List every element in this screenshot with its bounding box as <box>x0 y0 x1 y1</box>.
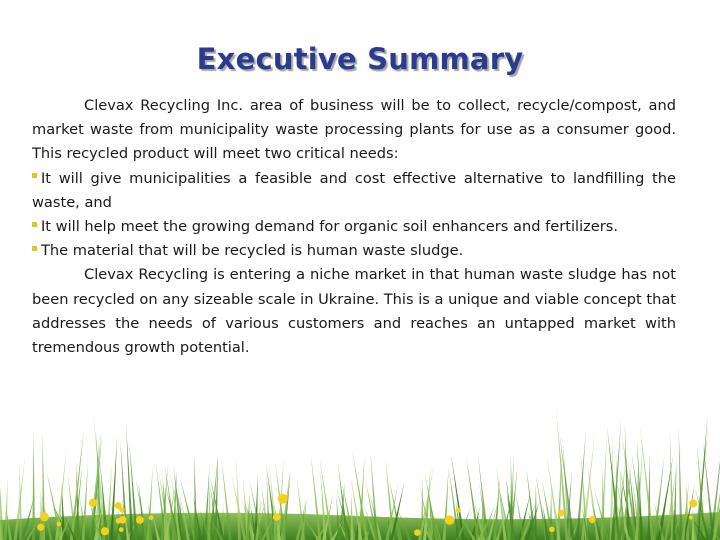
bullet-text: The material that will be recycled is human waste sludge. <box>41 242 464 260</box>
grass-meadow-decoration <box>0 380 720 540</box>
bullet-square-icon <box>32 222 37 227</box>
bullet-item <box>32 239 676 263</box>
slide-title: Executive Summary <box>196 42 524 76</box>
bullet-text: It will help meet the growing demand for organic soil enhancers and fertilizers. <box>41 218 619 236</box>
bullet-square-icon <box>32 246 37 251</box>
closing-paragraph: Clevax Recycling is entering a niche market in that human waste sludge has not been recycled on any sizeable scale in Ukraine. This is a unique and viable concept that addresses the needs of various customers and reaches an untapped market with tremendous growth potential. <box>32 266 676 357</box>
bullet-item <box>32 167 676 215</box>
bullet-text: It will give municipalities a feasible and cost effective alternative to landfilling the waste, and <box>32 169 676 211</box>
slide-body <box>32 94 676 360</box>
bullet-square-icon <box>32 173 37 178</box>
intro-paragraph: Clevax Recycling Inc. area of business will be to collect, recycle/compost, and market waste from municipality waste processing plants for use as a consumer good. This recycled product will meet two critical needs: <box>32 97 676 163</box>
bullet-item <box>32 215 676 239</box>
